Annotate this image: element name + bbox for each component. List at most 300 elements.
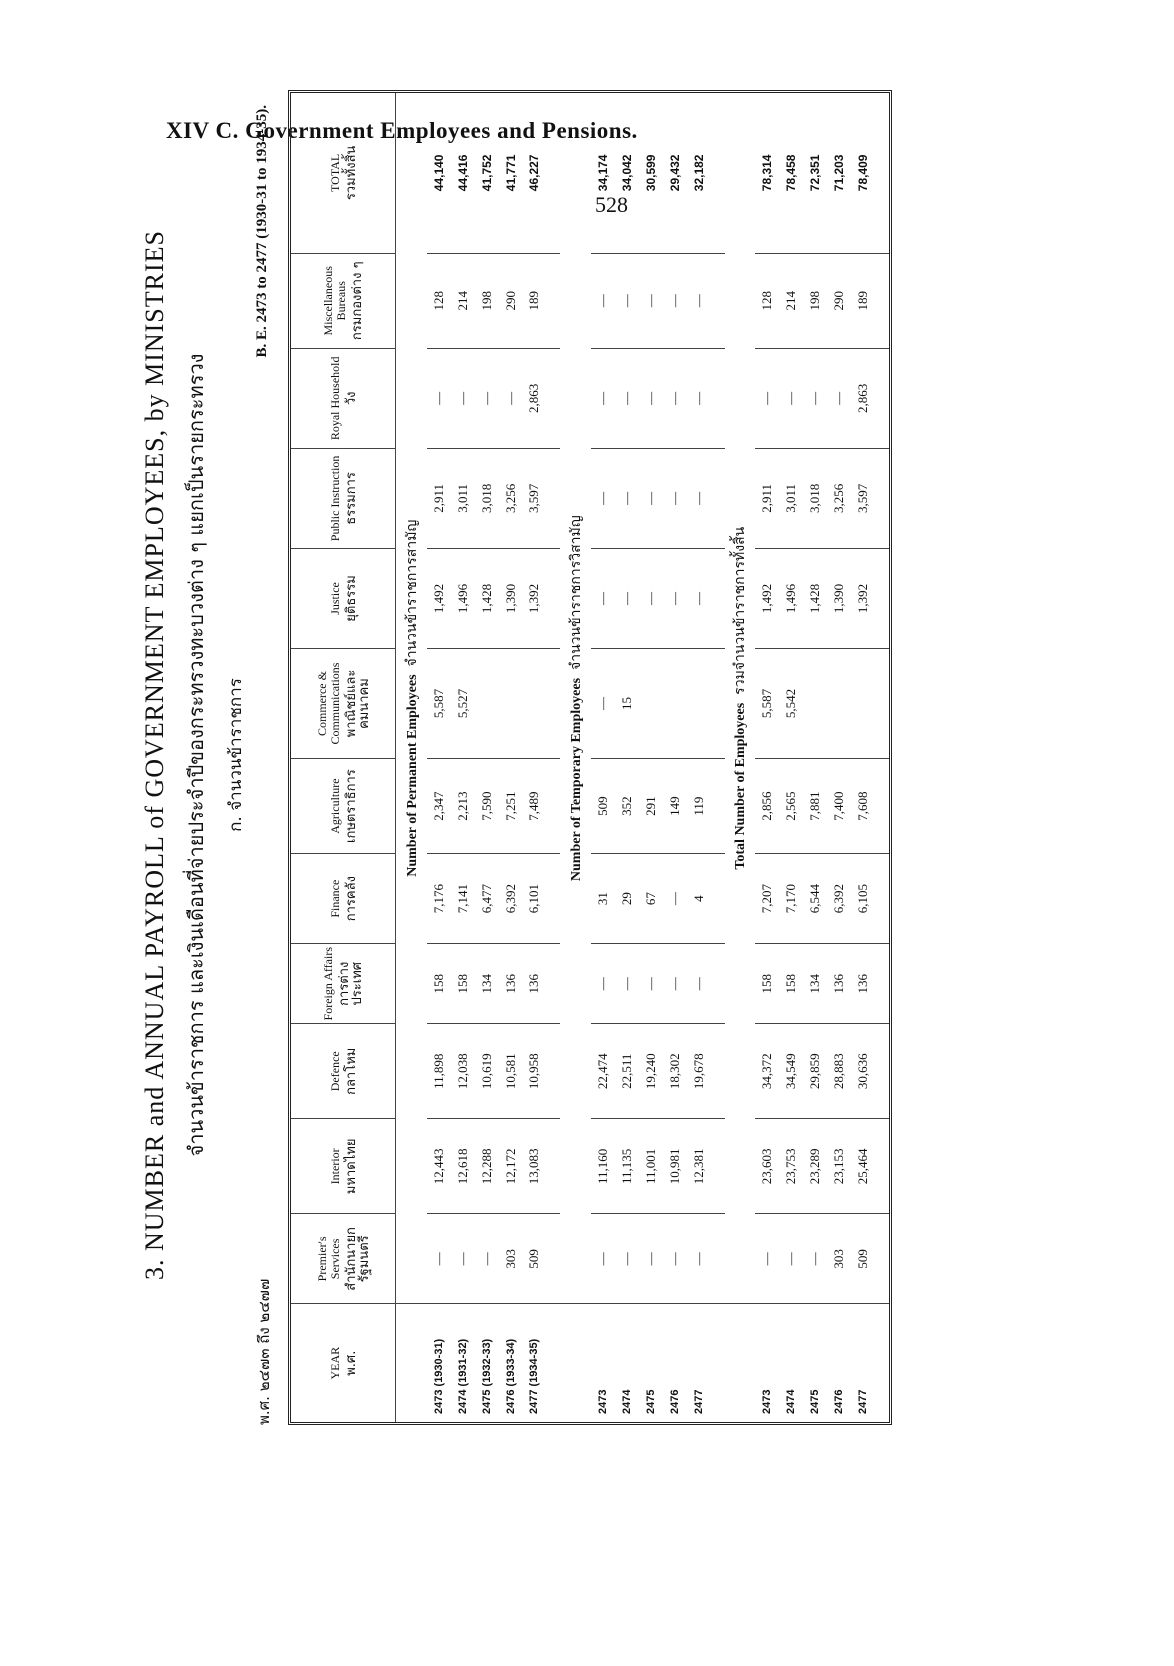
table-row [779,93,803,1422]
value-cell: 19,240 [639,1024,663,1119]
value-cell: 12,288 [475,1119,499,1214]
total-cell: 41,752 [475,93,499,253]
value-cell: — [591,253,615,348]
total-cell: 30,599 [639,93,663,253]
table-row [803,93,827,1422]
spacer-cell [711,348,725,448]
column-header-en: Defence [327,1051,342,1092]
value-cell: 2,856 [755,759,779,854]
row-gap [711,93,725,1422]
section-title-th: จำนวนข้าราชการสามัญ [403,519,420,667]
value-cell: 5,542 [779,648,803,758]
table-row [755,93,779,1422]
value-cell: 29,859 [803,1024,827,1119]
spacer-cell [711,759,725,854]
spacer-cell [546,854,560,944]
spacer-cell [396,1304,428,1422]
spacer-cell [711,548,725,648]
value-cell: 189 [851,253,875,348]
value-cell: 158 [427,944,451,1024]
spacer-cell [875,448,889,548]
spacer-cell [546,548,560,648]
spacer-cell [546,93,560,253]
spacer-cell [875,1119,889,1214]
year-cell: 2476 [668,1389,681,1414]
value-cell: 1,496 [779,548,803,648]
value-cell [687,648,711,758]
value-cell: 2,863 [851,348,875,448]
column-header [291,93,396,253]
value-cell: — [639,448,663,548]
value-cell [499,648,523,758]
value-cell: — [663,944,687,1024]
total-cell: 71,203 [827,93,851,253]
value-cell: — [687,253,711,348]
total-cell: 72,351 [803,93,827,253]
section-title [560,93,591,1304]
value-cell: 352 [615,759,639,854]
value-cell: 6,392 [499,854,523,944]
value-cell: 2,863 [523,348,547,448]
column-header-th: วัง [343,391,359,406]
value-cell: — [591,944,615,1024]
value-cell: 158 [451,944,475,1024]
value-cell [803,648,827,758]
value-cell: — [615,1214,639,1304]
column-header-en: Interior [327,1148,342,1185]
value-cell: 23,153 [827,1119,851,1214]
column-header-th: สำนักนายกรัฐมนตรี [343,1227,372,1291]
value-cell: 13,083 [523,1119,547,1214]
value-cell: — [663,448,687,548]
value-cell: 28,883 [827,1024,851,1119]
section-title-en: Number of Permanent Employees [404,674,420,877]
value-cell: — [639,944,663,1024]
table-row [663,93,687,1422]
column-header-th: ยุติธรรม [343,575,359,622]
table-row [451,93,475,1422]
value-cell: 3,011 [451,448,475,548]
total-cell: 34,174 [591,93,615,253]
value-cell: 1,428 [803,548,827,648]
year-cell: 2475 [809,1389,822,1414]
value-cell: 136 [499,944,523,1024]
value-cell: — [451,1214,475,1304]
table-body [396,93,890,1422]
column-header-en: Premier's Services [314,1236,342,1282]
column-header-th: กลาโหม [343,1047,359,1095]
value-cell: 12,618 [451,1119,475,1214]
spacer-cell [711,253,725,348]
column-header-en: Commerce & Communications [314,662,342,745]
spacer-cell [711,648,725,758]
spacer-cell [875,253,889,348]
value-cell: 6,544 [803,854,827,944]
value-cell: 67 [639,854,663,944]
column-header [291,1024,396,1119]
value-cell [523,648,547,758]
value-cell: 7,881 [803,759,827,854]
value-cell: — [639,1214,663,1304]
value-cell: 2,347 [427,759,451,854]
total-cell: 29,432 [663,93,687,253]
value-cell: 214 [451,253,475,348]
section-header: XIV C. Government Employees and Pensions. [166,118,638,143]
value-cell: — [427,348,451,448]
value-cell: — [779,348,803,448]
value-cell: 7,608 [851,759,875,854]
value-cell: 29 [615,854,639,944]
value-cell: — [615,448,639,548]
section-title-row [396,93,428,1422]
value-cell: 3,018 [803,448,827,548]
spacer-cell [875,1304,889,1422]
spacer-cell [546,448,560,548]
spacer-cell [875,944,889,1024]
year-cell: 2475 (1932-33) [480,1338,493,1414]
column-header [291,548,396,648]
value-cell: 3,597 [851,448,875,548]
column-header-th: เกษตราธิการ [343,769,359,843]
value-cell: 18,302 [663,1024,687,1119]
spacer-cell [725,1304,756,1422]
spacer-cell [560,1304,591,1422]
value-cell: 2,911 [427,448,451,548]
year-cell: 2476 [832,1389,845,1414]
value-cell: 31 [591,854,615,944]
column-header-en: TOTAL [327,153,342,192]
value-cell: 12,443 [427,1119,451,1214]
total-cell: 44,140 [427,93,451,253]
total-cell: 78,458 [779,93,803,253]
value-cell: — [591,348,615,448]
value-cell: — [779,1214,803,1304]
total-cell: 34,042 [615,93,639,253]
column-header [291,648,396,758]
value-cell: 3,018 [475,448,499,548]
spacer-cell [546,1119,560,1214]
table-row [499,93,523,1422]
total-cell: 44,416 [451,93,475,253]
column-header-en: Justice [327,582,342,615]
spacer-cell [711,854,725,944]
column-header [291,854,396,944]
column-header-th: พาณิชย์และคมนาคม [343,669,372,738]
value-cell: 10,981 [663,1119,687,1214]
section-title-row [725,93,756,1422]
value-cell: 3,256 [499,448,523,548]
value-cell: — [827,348,851,448]
value-cell: — [451,348,475,448]
total-cell: 46,227 [523,93,547,253]
header-row [291,93,396,1422]
section-title [396,93,428,1304]
value-cell: 10,581 [499,1024,523,1119]
spacer-cell [875,1024,889,1119]
value-cell: — [687,944,711,1024]
value-cell: 7,489 [523,759,547,854]
value-cell: — [427,1214,451,1304]
value-cell: 10,958 [523,1024,547,1119]
value-cell: 7,400 [827,759,851,854]
value-cell: 136 [827,944,851,1024]
value-cell: — [639,548,663,648]
value-cell: 509 [591,759,615,854]
value-cell: 1,392 [523,548,547,648]
value-cell: — [615,253,639,348]
value-cell: — [755,348,779,448]
value-cell: 2,565 [779,759,803,854]
payroll-table [291,93,889,1422]
value-cell: 3,011 [779,448,803,548]
spacer-cell [711,1024,725,1119]
table-row [427,93,451,1422]
value-cell: — [615,348,639,448]
value-cell: 4 [687,854,711,944]
value-cell: 23,289 [803,1119,827,1214]
value-cell: 7,590 [475,759,499,854]
value-cell: 149 [663,759,687,854]
spacer-cell [711,1119,725,1214]
value-cell: 11,001 [639,1119,663,1214]
value-cell: 12,172 [499,1119,523,1214]
value-cell: 34,549 [779,1024,803,1119]
column-header-th: รวมทั้งสิ้น [343,145,359,201]
spacer-cell [875,1214,889,1304]
value-cell: 291 [639,759,663,854]
value-cell: — [475,1214,499,1304]
value-cell: — [663,854,687,944]
spacer-cell [546,1304,560,1422]
total-cell: 32,182 [687,93,711,253]
total-cell: 41,771 [499,93,523,253]
value-cell: 290 [827,253,851,348]
spacer-cell [546,1024,560,1119]
total-cell: 78,409 [851,93,875,253]
value-cell: — [591,648,615,758]
value-cell: 23,603 [755,1119,779,1214]
value-cell: — [475,348,499,448]
rotated-table-page [140,85,900,1425]
table-row [475,93,499,1422]
year-cell: 2476 (1933-34) [504,1338,517,1414]
value-cell: 303 [827,1214,851,1304]
value-cell: — [615,944,639,1024]
year-cell: 2477 [692,1389,705,1414]
value-cell: — [687,448,711,548]
value-cell: 5,527 [451,648,475,758]
column-header [291,1304,396,1422]
value-cell: 34,372 [755,1024,779,1119]
column-header [291,1119,396,1214]
value-cell: 2,213 [451,759,475,854]
spacer-cell [546,759,560,854]
table-subtitle-th: ก. จำนวนข้าราชการ [226,678,246,832]
value-cell: 22,511 [615,1024,639,1119]
total-cell: 78,314 [755,93,779,253]
column-header [291,759,396,854]
value-cell: 119 [687,759,711,854]
value-cell: 15 [615,648,639,758]
page-number: 528 [595,192,628,217]
value-cell [475,648,499,758]
spacer-cell [875,759,889,854]
value-cell: 23,753 [779,1119,803,1214]
spacer-cell [711,1214,725,1304]
period-en: B. E. 2473 to 2477 (1930-31 to 1934-35). [254,105,270,358]
value-cell: — [591,448,615,548]
value-cell: 6,101 [523,854,547,944]
value-cell: 214 [779,253,803,348]
value-cell [851,648,875,758]
value-cell: — [663,253,687,348]
column-header-th: กรมกองต่าง ๆ [350,261,365,341]
value-cell: — [639,348,663,448]
year-cell: 2473 [761,1389,774,1414]
value-cell: — [663,1214,687,1304]
value-cell: 5,587 [427,648,451,758]
value-cell: 128 [755,253,779,348]
value-cell: 7,141 [451,854,475,944]
year-cell: 2473 (1930-31) [433,1338,445,1414]
value-cell: 6,392 [827,854,851,944]
table-row [851,93,875,1422]
table-title-en: 3. NUMBER and ANNUAL PAYROLL of GOVERNMENT EMPLOYEES, by MINISTRIES [140,230,169,1280]
table-row [687,93,711,1422]
period-th: พ.ศ. ๒๔๗๓ ถึง ๒๔๗๗ [255,1278,273,1425]
value-cell: 19,678 [687,1024,711,1119]
value-cell: 11,160 [591,1119,615,1214]
value-cell: 134 [475,944,499,1024]
value-cell: 136 [851,944,875,1024]
spacer-cell [711,944,725,1024]
column-header-th: การคลัง [343,876,359,922]
table-title-th: จำนวนข้าราชการ และเงินเดือนที่จ่ายประจำปีของกระทรวงทะบวงต่าง ๆ แยกเป็นรายกระทรวง [184,353,208,1157]
value-cell: 6,105 [851,854,875,944]
section-title-th: จำนวนข้าราชการวิสามัญ [567,515,584,670]
value-cell: 509 [851,1214,875,1304]
value-cell: 11,135 [615,1119,639,1214]
spacer-cell [546,944,560,1024]
value-cell: 509 [523,1214,547,1304]
value-cell: 1,492 [427,548,451,648]
section-title-row [560,93,591,1422]
value-cell [639,648,663,758]
value-cell: — [687,548,711,648]
value-cell: — [803,1214,827,1304]
column-header-en: Miscellaneous Bureaus [321,266,348,336]
year-cell: 2474 [621,1389,634,1414]
value-cell: 12,038 [451,1024,475,1119]
value-cell: 158 [779,944,803,1024]
value-cell: — [591,548,615,648]
value-cell: 2,911 [755,448,779,548]
value-cell: 198 [803,253,827,348]
value-cell: — [803,348,827,448]
value-cell: — [687,348,711,448]
value-cell: — [755,1214,779,1304]
spacer-cell [711,93,725,253]
value-cell: 7,207 [755,854,779,944]
section-title-en: Number of Temporary Employees [568,677,584,882]
spacer-cell [711,1304,725,1422]
column-header [291,348,396,448]
value-cell: 128 [427,253,451,348]
value-cell: 198 [475,253,499,348]
year-cell: 2477 (1934-35) [528,1338,541,1414]
value-cell: 10,619 [475,1024,499,1119]
value-cell: 3,256 [827,448,851,548]
value-cell [663,648,687,758]
column-header [291,448,396,548]
value-cell: 1,392 [851,548,875,648]
column-header-th: ธรรมการ [343,472,359,525]
spacer-cell [875,93,889,253]
year-cell: 2474 (1931-32) [456,1338,469,1414]
row-gap [875,93,889,1422]
column-header-en: Finance [327,879,342,918]
column-header [291,1214,396,1304]
year-cell: 2474 [785,1389,798,1414]
column-header-en: Royal Household [327,356,342,441]
spacer-cell [546,253,560,348]
column-header [291,253,396,348]
value-cell: 5,587 [755,648,779,758]
value-cell: — [591,1214,615,1304]
value-cell: 12,381 [687,1119,711,1214]
value-cell: 11,898 [427,1024,451,1119]
value-cell: 158 [755,944,779,1024]
value-cell: 303 [499,1214,523,1304]
table-frame [288,90,892,1425]
year-cell: 2473 [597,1389,610,1414]
spacer-cell [546,348,560,448]
value-cell: — [499,348,523,448]
value-cell: 22,474 [591,1024,615,1119]
value-cell: 189 [523,253,547,348]
spacer-cell [875,648,889,758]
table-row [639,93,663,1422]
column-header-en: YEAR [327,1346,342,1380]
value-cell: 290 [499,253,523,348]
column-header-th: พ.ศ. [343,1350,359,1376]
section-title-th: รวมจำนวนข้าราชการทั้งสิ้น [732,526,749,695]
value-cell: 6,477 [475,854,499,944]
column-header-en: Foreign Affairs [321,947,335,1021]
value-cell: 1,428 [475,548,499,648]
year-cell: 2475 [644,1389,657,1414]
value-cell: 134 [803,944,827,1024]
column-header-en: Agriculture [327,778,342,834]
spacer-cell [875,854,889,944]
column-header-th: มหาดไทย [343,1138,359,1195]
value-cell: 136 [523,944,547,1024]
value-cell: 7,176 [427,854,451,944]
spacer-cell [546,648,560,758]
column-header-en: Public Instruction [327,455,342,542]
value-cell: 25,464 [851,1119,875,1214]
value-cell: — [687,1214,711,1304]
spacer-cell [875,548,889,648]
year-cell: 2477 [856,1389,869,1414]
value-cell: 30,636 [851,1024,875,1119]
value-cell: 1,390 [827,548,851,648]
table-row [523,93,547,1422]
section-title-en: Total Number of Employees [733,702,749,870]
value-cell: 1,492 [755,548,779,648]
table-row [827,93,851,1422]
row-gap [546,93,560,1422]
